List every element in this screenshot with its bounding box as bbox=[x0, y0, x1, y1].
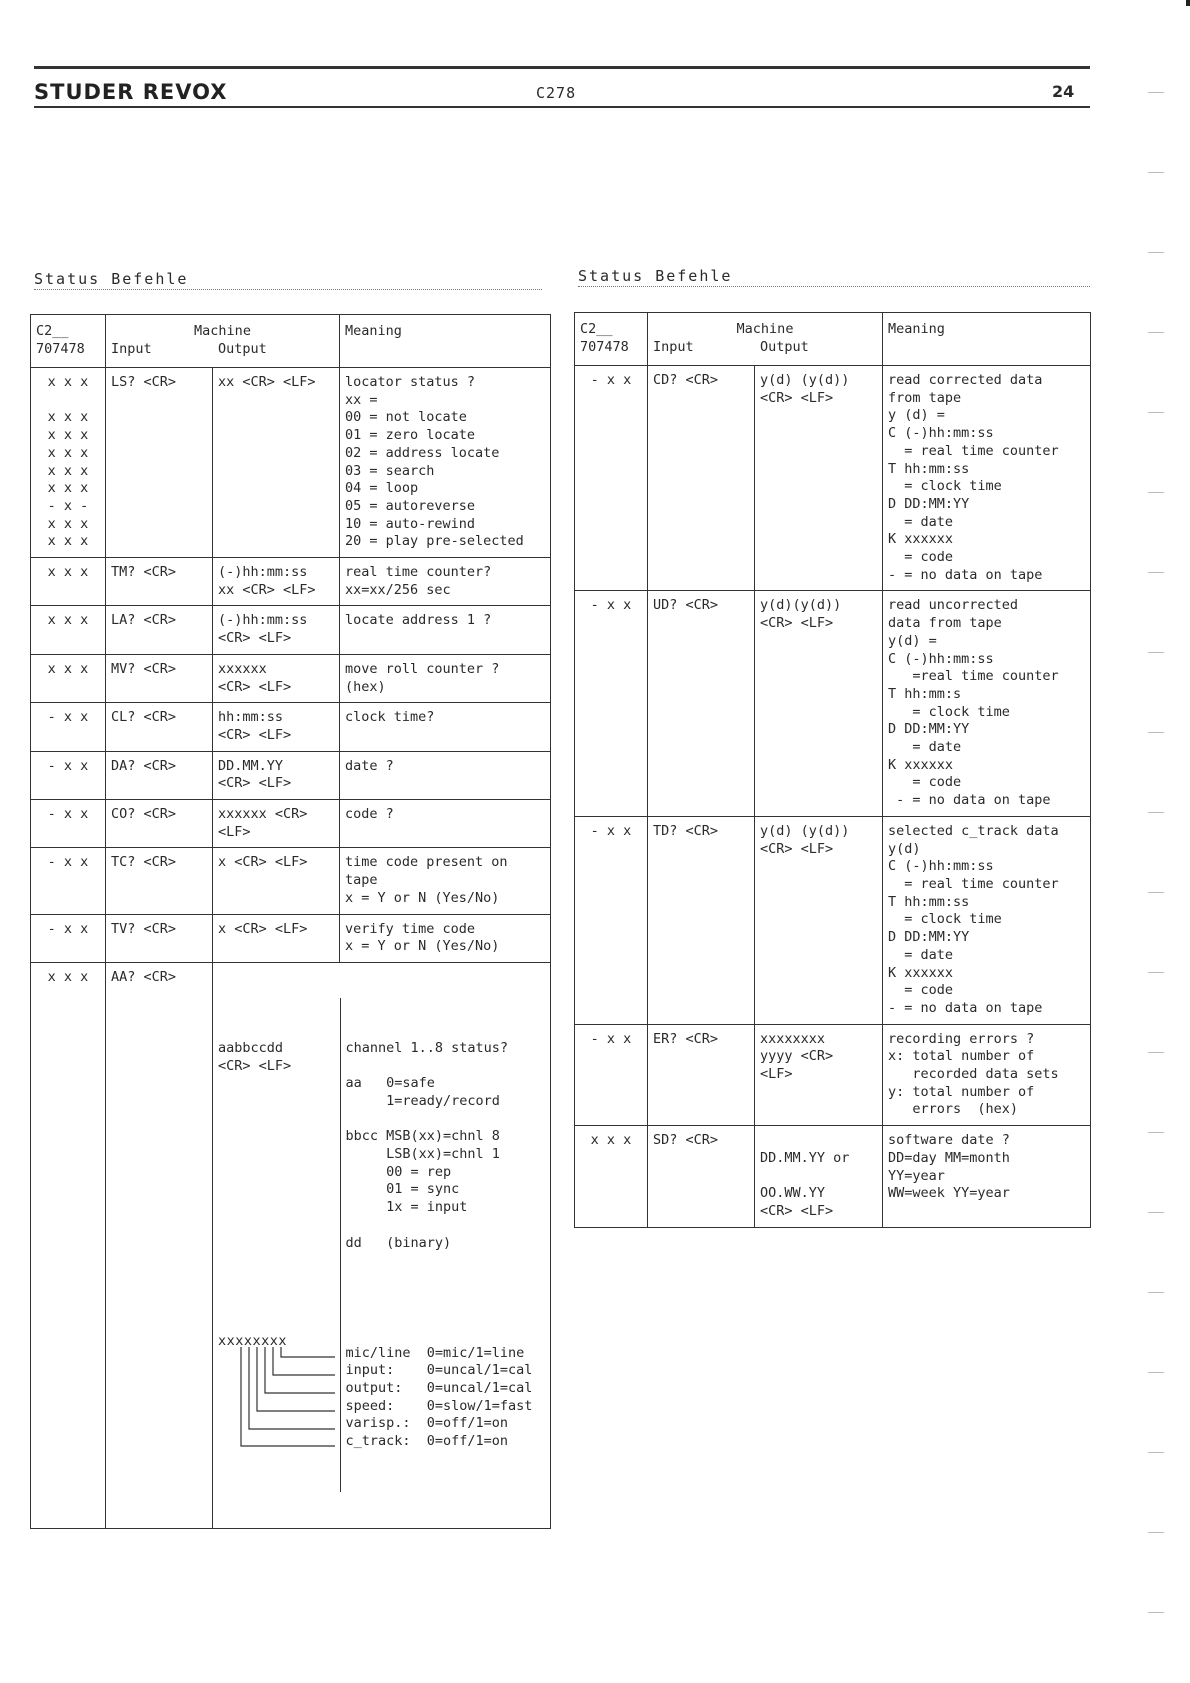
cell-input: SD? <CR> bbox=[648, 1126, 755, 1228]
cell-meaning: locate address 1 ? bbox=[340, 606, 551, 654]
cell-input: LA? <CR> bbox=[106, 606, 213, 654]
table-row bbox=[575, 1126, 1091, 1228]
table-row bbox=[31, 368, 551, 558]
cell-c2: x x x x x x x x x x x x x x x x x x - x - x x x x x x bbox=[31, 368, 106, 558]
cell-meaning: move roll counter ? (hex) bbox=[340, 654, 551, 702]
header-machine-label: Machine bbox=[194, 323, 251, 339]
cell-c2: - x x bbox=[31, 800, 106, 848]
cell-c2: x x x bbox=[31, 558, 106, 606]
header-rule-top bbox=[34, 66, 1090, 69]
cell-c2: x x x bbox=[31, 654, 106, 702]
cell-c2: x x x bbox=[575, 1126, 648, 1228]
corner-mark bbox=[1186, 0, 1190, 6]
cell-c2: - x x bbox=[575, 1024, 648, 1126]
table-row bbox=[31, 558, 551, 606]
cell-input: CL? <CR> bbox=[106, 703, 213, 751]
cell-meaning: date ? bbox=[340, 751, 551, 799]
table-row bbox=[31, 800, 551, 848]
cell-input: TV? <CR> bbox=[106, 914, 213, 962]
header-input: Input bbox=[111, 340, 152, 357]
cell-output: x <CR> <LF> bbox=[213, 848, 340, 914]
cell-input: LS? <CR> bbox=[106, 368, 213, 558]
cell-meaning: clock time? bbox=[340, 703, 551, 751]
cell-meaning: real time counter? xx=xx/256 sec bbox=[340, 558, 551, 606]
cell-meaning: read corrected data from tape y (d) = C (-)hh:mm:ss = real time counter T hh:mm:ss = clock time D DD:MM:YY = date K xxxxxx = code - = no data on tape bbox=[883, 366, 1091, 591]
cell-input: UD? <CR> bbox=[648, 591, 755, 816]
cell-meaning bbox=[340, 998, 551, 1297]
cell-output: hh:mm:ss <CR> <LF> bbox=[213, 703, 340, 751]
bit-tree-diagram bbox=[218, 1333, 335, 1447]
cell-input: CD? <CR> bbox=[648, 366, 755, 591]
cell-output: xxxxxx <CR> <LF> bbox=[213, 654, 340, 702]
cell-c2: - x x bbox=[575, 366, 648, 591]
cell-meaning: recording errors ? x: total number of recorded data sets y: total number of errors (hex) bbox=[883, 1024, 1091, 1126]
table-header-row bbox=[31, 315, 551, 368]
table-row bbox=[575, 591, 1091, 816]
cell-output: (-)hh:mm:ss <CR> <LF> bbox=[213, 606, 340, 654]
cell-meaning: verify time code x = Y or N (Yes/No) bbox=[340, 914, 551, 962]
table-row bbox=[31, 606, 551, 654]
table-row bbox=[31, 703, 551, 751]
cell-aa-output-meaning bbox=[213, 962, 551, 1528]
cell-c2: x x x bbox=[31, 606, 106, 654]
cell-output: xxxxxxxx yyyy <CR> <LF> bbox=[755, 1024, 883, 1126]
cell-output: x <CR> <LF> bbox=[213, 914, 340, 962]
cell-input: AA? <CR> bbox=[106, 962, 213, 1528]
header-c2: C2__ 707478 bbox=[31, 315, 106, 368]
cell-input: ER? <CR> bbox=[648, 1024, 755, 1126]
brand-logo: STUDER REVOX bbox=[34, 80, 228, 104]
cell-c2: - x x bbox=[31, 751, 106, 799]
margin-tick-marks bbox=[1148, 80, 1168, 1640]
cell-meaning: selected c_track data y(d) C (-)hh:mm:ss = real time counter T hh:mm:ss = clock time D DD:MM:YY = date K xxxxxx = code - = no data on tape bbox=[883, 816, 1091, 1024]
header-machine bbox=[648, 313, 883, 366]
table-row bbox=[575, 366, 1091, 591]
table-row bbox=[31, 654, 551, 702]
cell-output: (-)hh:mm:ss xx <CR> <LF> bbox=[213, 558, 340, 606]
table-row bbox=[31, 848, 551, 914]
cell-input: CO? <CR> bbox=[106, 800, 213, 848]
cell-output: xxxxxx <CR> <LF> bbox=[213, 800, 340, 848]
cell-output: DD.MM.YY or OO.WW.YY <CR> <LF> bbox=[755, 1126, 883, 1228]
left-status-table bbox=[30, 314, 551, 1529]
right-section-title: Status Befehle bbox=[578, 267, 1090, 287]
table-row-aa bbox=[31, 962, 551, 1528]
cell-meaning: time code present on tape x = Y or N (Yes/No) bbox=[340, 848, 551, 914]
bit-tree-cell bbox=[213, 1297, 340, 1492]
cell-output bbox=[213, 998, 340, 1297]
page-number: 24 bbox=[1052, 82, 1075, 101]
cell-input: TD? <CR> bbox=[648, 816, 755, 1024]
bit-pattern: xxxxxxxx bbox=[218, 1332, 288, 1349]
bit-labels-cell bbox=[340, 1297, 551, 1492]
cell-input: TC? <CR> bbox=[106, 848, 213, 914]
aa-meaning-text: channel 1..8 status? aa 0=safe 1=ready/record bbcc MSB(xx)=chnl 8 LSB(xx)=chnl 1 00 = rep 01 = sync 1x = input dd (binary) bbox=[345, 1039, 509, 1251]
header-meaning: Meaning bbox=[883, 313, 1091, 366]
cell-meaning: software date ? DD=day MM=month YY=year WW=week YY=year bbox=[883, 1126, 1091, 1228]
table-row bbox=[31, 751, 551, 799]
cell-c2: - x x bbox=[575, 816, 648, 1024]
header-output: Output bbox=[760, 338, 809, 355]
aa-output-text: aabbccdd <CR> <LF> bbox=[218, 1039, 292, 1074]
cell-meaning: read uncorrected data from tape y(d) = C (-)hh:mm:ss =real time counter T hh:mm:s = clock time D DD:MM:YY = date K xxxxxx = code - = no data on tape bbox=[883, 591, 1091, 816]
cell-output: y(d) (y(d)) <CR> <LF> bbox=[755, 816, 883, 1024]
left-section-title: Status Befehle bbox=[34, 270, 542, 290]
cell-c2: - x x bbox=[575, 591, 648, 816]
bit-labels: mic/line 0=mic/1=line input: 0=uncal/1=cal output: 0=uncal/1=cal speed: 0=slow/1=fast varisp.: 0=off/1=on c_track: 0=off/1=on bbox=[345, 1344, 533, 1450]
cell-output: DD.MM.YY <CR> <LF> bbox=[213, 751, 340, 799]
right-status-table bbox=[574, 312, 1091, 1228]
cell-output: xx <CR> <LF> bbox=[213, 368, 340, 558]
header-input: Input bbox=[653, 338, 694, 355]
cell-c2: x x x bbox=[31, 962, 106, 1528]
cell-input: DA? <CR> bbox=[106, 751, 213, 799]
cell-input: TM? <CR> bbox=[106, 558, 213, 606]
cell-output: y(d)(y(d)) <CR> <LF> bbox=[755, 591, 883, 816]
table-row bbox=[575, 1024, 1091, 1126]
table-row bbox=[31, 914, 551, 962]
header-meaning: Meaning bbox=[340, 315, 551, 368]
header-machine bbox=[106, 315, 340, 368]
cell-meaning: locator status ? xx = 00 = not locate 01 = zero locate 02 = address locate 03 = search 04 = loop 05 = autoreverse 10 = auto-rewind 20 = play pre-selected bbox=[340, 368, 551, 558]
cell-output: y(d) (y(d)) <CR> <LF> bbox=[755, 366, 883, 591]
header-output: Output bbox=[218, 340, 267, 357]
header-c2: C2__ 707478 bbox=[575, 313, 648, 366]
cell-c2: - x x bbox=[31, 703, 106, 751]
cell-meaning: code ? bbox=[340, 800, 551, 848]
bit-connector-lines bbox=[218, 1333, 335, 1447]
cell-c2: - x x bbox=[31, 914, 106, 962]
table-row bbox=[575, 816, 1091, 1024]
document-number: C278 bbox=[536, 84, 577, 102]
cell-input: MV? <CR> bbox=[106, 654, 213, 702]
cell-c2: - x x bbox=[31, 848, 106, 914]
header-rule-bottom bbox=[34, 106, 1090, 108]
table-header-row bbox=[575, 313, 1091, 366]
header-machine-label: Machine bbox=[736, 321, 794, 337]
